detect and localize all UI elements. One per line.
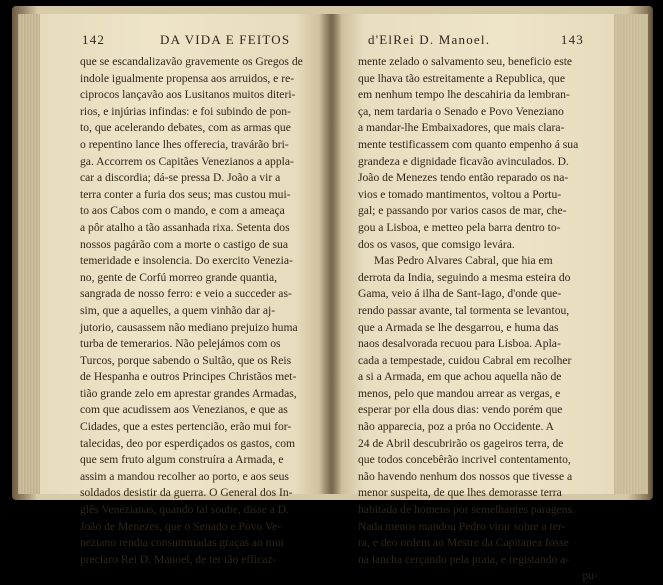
- text-line: gal; e passando por varios casos de mar, che-: [358, 204, 567, 218]
- text-line: to aos Cabos com o mando, e com a ameaça: [80, 204, 285, 218]
- text-line: neziano rendia consummadas graças ao mui: [80, 536, 284, 550]
- text-line: menor suspeita, de que lhes demorasse terra: [358, 486, 562, 500]
- left-page-text: [80, 54, 320, 568]
- text-line: soldados desistir da guerra. O General dos In-: [80, 486, 293, 500]
- text-line: habitada de homens por semelhantes paragens.: [358, 503, 575, 517]
- text-line: sangrada de nosso ferro: e veio a succeder as-: [80, 287, 292, 301]
- catchword: pu-: [582, 569, 598, 583]
- text-line: ga. Accorrem os Capitães Venezianos a appla-: [80, 154, 294, 168]
- text-line: menos, pelo que mandou arrear as vergas, e: [358, 386, 561, 400]
- text-line: esperar por ella dous dias: vendo porém que: [358, 403, 563, 417]
- text-line: cada a tempestade, cuidou Cabral em recolher: [358, 353, 572, 367]
- text-line: João de Menezes tendo então reparado os na-: [358, 171, 569, 185]
- text-line: car a discordia; dá-se pressa D. João a vir a: [80, 171, 281, 185]
- text-line: mente zelado o salvamento seu, beneficio este: [358, 55, 573, 68]
- text-line: na lancha cerçando pela praia, e registando a-: [358, 552, 570, 566]
- text-line: ça, nem tardaria o Senado e Povo Veneziano: [358, 104, 564, 118]
- left-page-number: 142: [82, 32, 106, 47]
- text-line: de Hespanha e outros Principes Christãos met-: [80, 370, 297, 384]
- text-line: a mandar-lhe Embaixadores, que mais clara-: [358, 121, 565, 135]
- right-page-number: 143: [560, 32, 584, 47]
- text-line: João de Menezes, que o Senado e Povo Ve-: [80, 519, 282, 533]
- text-line: derrota da India, seguindo a mesma esteira do: [358, 270, 571, 284]
- text-line: preclaro Rei D. Manoel, de ter tão efficaz-: [80, 552, 277, 566]
- text-line: to, que acelerando debates, com as armas que: [80, 121, 291, 135]
- text-line: com que acudissem aos Venezianos, e que as: [80, 403, 288, 417]
- right-running-title: d'ElRei D. Manoel.: [368, 32, 491, 47]
- text-line: Cidades, que a estes pertencião, erão mui for-: [80, 420, 292, 434]
- text-line: não havendo nenhum dos nossos que tivesse a: [358, 469, 573, 483]
- text-line: indole igualmente propensa aos arruidos, e re-: [80, 71, 295, 85]
- left-page: [40, 14, 330, 566]
- text-line: no, gente de Corfú morreo grande quantia,: [80, 270, 278, 284]
- text-line: Gama, veio á ilha de Sant-Iago, d'onde que-: [358, 287, 562, 301]
- text-line: gou a Lisboa, e metteo pela barra dentro to-: [358, 220, 561, 234]
- text-line: em nenhum tempo lhe descahiria da lembran-: [358, 88, 570, 102]
- text-line: jutorio, causassem não mediano prejuizo huma: [80, 320, 298, 334]
- left-page-header: [40, 32, 330, 50]
- text-line: grandeza e dignidade ficavão avinculados. D.: [358, 154, 569, 168]
- text-line: que a Armada se lhe desgarrou, e huma das: [358, 320, 559, 334]
- text-line: naos desalvorada recuou para Lisboa. Apla-: [358, 337, 561, 351]
- text-line: talecidas, deo por esperdiçados os gastos, com: [80, 436, 296, 450]
- text-line: temeridade e insolencia. Do exercito Venezia-: [80, 254, 293, 268]
- text-line: 24 de Abril descubrirão os gageiros terra, de: [358, 436, 564, 450]
- text-line: que se escandalizavão gravemente os Gregos de: [80, 55, 303, 68]
- text-line: assim a mandou recolher ao porto, e aos seus: [80, 469, 289, 483]
- text-line: que sem fruto algum construíra a Armada, e: [80, 453, 284, 467]
- text-line: Turcos, porque sabendo o Sultão, que os Reis: [80, 353, 292, 367]
- right-page-text: [358, 54, 598, 585]
- right-fore-edge: [614, 14, 648, 494]
- text-line: dos os vasos, que comsigo levára.: [358, 237, 515, 251]
- text-line: turba de temerarios. Não pelejámos com os: [80, 337, 281, 351]
- text-line: mente testificassem com quanto empenho á sua: [358, 137, 579, 151]
- left-fore-edge: [18, 14, 40, 494]
- text-line: vios e tomado mantimentos, voltou a Portu-: [358, 187, 562, 201]
- right-page: [330, 14, 614, 583]
- text-line: nossos pagárão com a morte o castigo de sua: [80, 237, 288, 251]
- text-line: Nada menos mandou Pedro virar sobre a ter-: [358, 519, 566, 533]
- text-line: ciprocos lançavão aos Lusitanos muitos diteri-: [80, 88, 296, 102]
- text-line: a pôr atalho a tão assanhada rixa. Setenta dos: [80, 220, 290, 234]
- text-line: ra, e deo ordem ao Mestre da Capitanea fosse: [358, 536, 569, 550]
- text-line: que lhava tão estreitamente a Republica, que: [358, 71, 565, 85]
- text-line: tião grande zelo em aprestar grandes Armadas,: [80, 386, 297, 400]
- text-line: glês Venezianas, quando tal soube, disse a D.: [80, 503, 290, 517]
- left-running-title: DA VIDA E FEITOS: [160, 32, 291, 47]
- text-line: o repentino lance lhes offerecia, travárão bri-: [80, 137, 289, 151]
- text-line: a si a Armada, em que achou aquella não de: [358, 370, 562, 384]
- text-line: terra conter a furia dos seus; mas custou mui-: [80, 187, 291, 201]
- text-line: não apparecia, poz a próa no Occidente. A: [358, 420, 555, 434]
- text-line: sim, que a aquelles, a quem vinhão dar aj-: [80, 303, 276, 317]
- text-line: rios, e injúrias infindas: e foi subindo de pon-: [80, 104, 291, 118]
- text-line: Mas Pedro Alvares Cabral, que hia em: [374, 254, 553, 268]
- right-page-header: [330, 32, 614, 50]
- text-line: que todos concebêrão incrivel contentamento,: [358, 453, 571, 467]
- text-line: rendo passar avante, tal tormenta se levantou,: [358, 303, 570, 317]
- open-book: [12, 6, 653, 583]
